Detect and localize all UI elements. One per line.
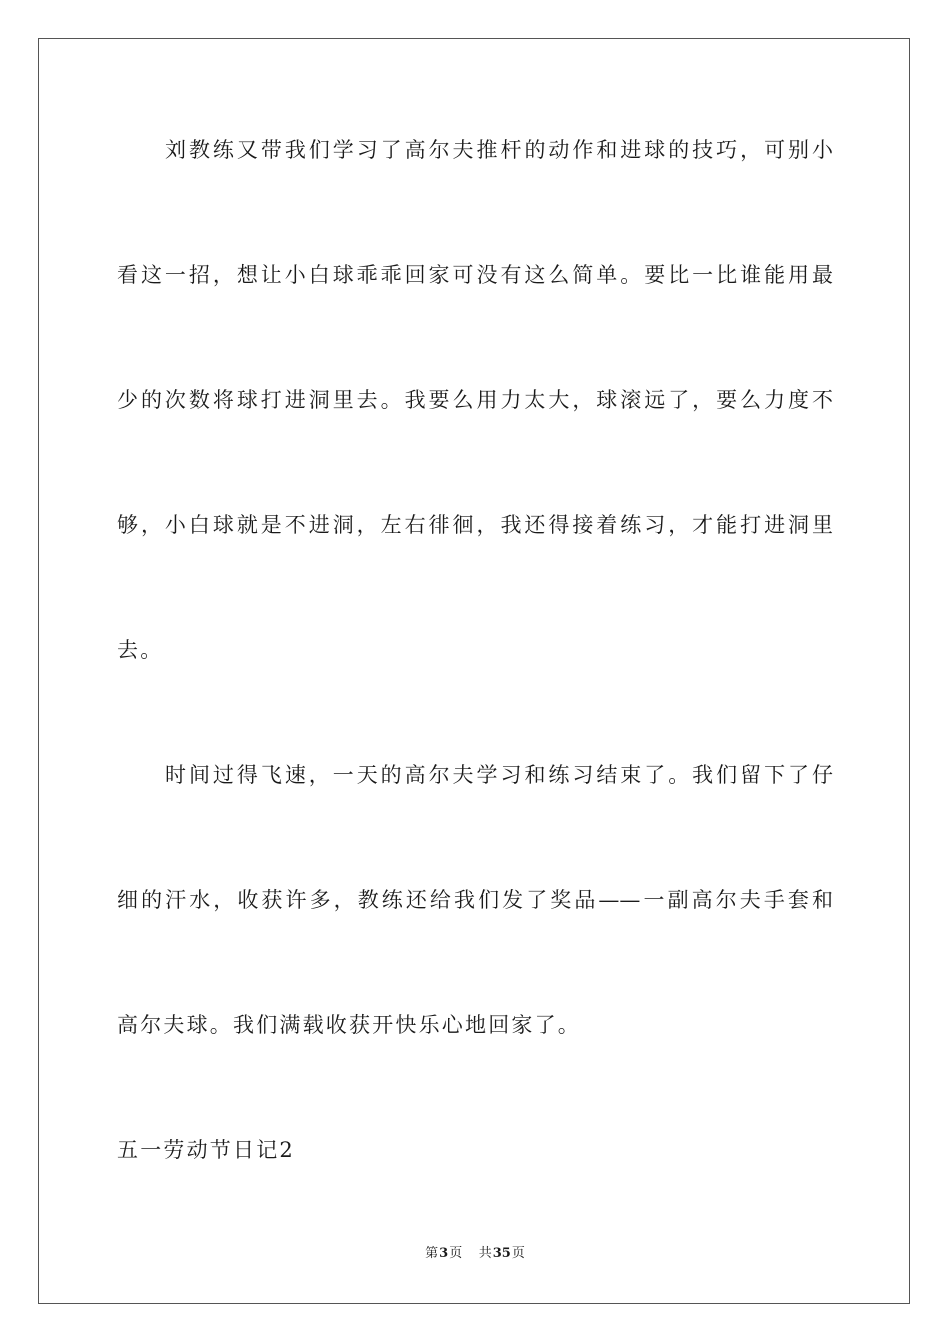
section-heading: 五一劳动节日记2	[117, 1138, 295, 1162]
page-number: 3	[439, 1246, 449, 1261]
total-pages: 35	[492, 1246, 511, 1261]
total-suffix: 页	[511, 1246, 525, 1261]
paragraph-1-line-2: 看这一招，想让小白球乖乖回家可没有这么简单。要比一比谁能用最	[117, 263, 833, 287]
total-prefix: 共	[478, 1246, 492, 1261]
paragraph-1-line-3: 少的次数将球打进洞里去。我要么用力太大，球滚远了，要么力度不	[117, 388, 833, 412]
paragraph-2-line-1: 时间过得飞速，一天的高尔夫学习和练习结束了。我们留下了仔	[165, 763, 833, 787]
paragraph-1-line-1: 刘教练又带我们学习了高尔夫推杆的动作和进球的技巧，可别小	[165, 138, 833, 162]
paragraph-1-line-4: 够，小白球就是不进洞，左右徘徊，我还得接着练习，才能打进洞里	[117, 513, 833, 537]
page-border	[38, 38, 910, 1304]
paragraph-2-line-2: 细的汗水，收获许多，教练还给我们发了奖品——一副高尔夫手套和	[117, 888, 833, 912]
page-prefix: 第	[425, 1246, 439, 1261]
paragraph-1-line-5: 去。	[117, 638, 164, 662]
page-suffix: 页	[449, 1246, 463, 1261]
page-footer	[0, 1245, 950, 1263]
paragraph-2-line-3: 高尔夫球。我们满载收获开快乐心地回家了。	[117, 1013, 581, 1037]
